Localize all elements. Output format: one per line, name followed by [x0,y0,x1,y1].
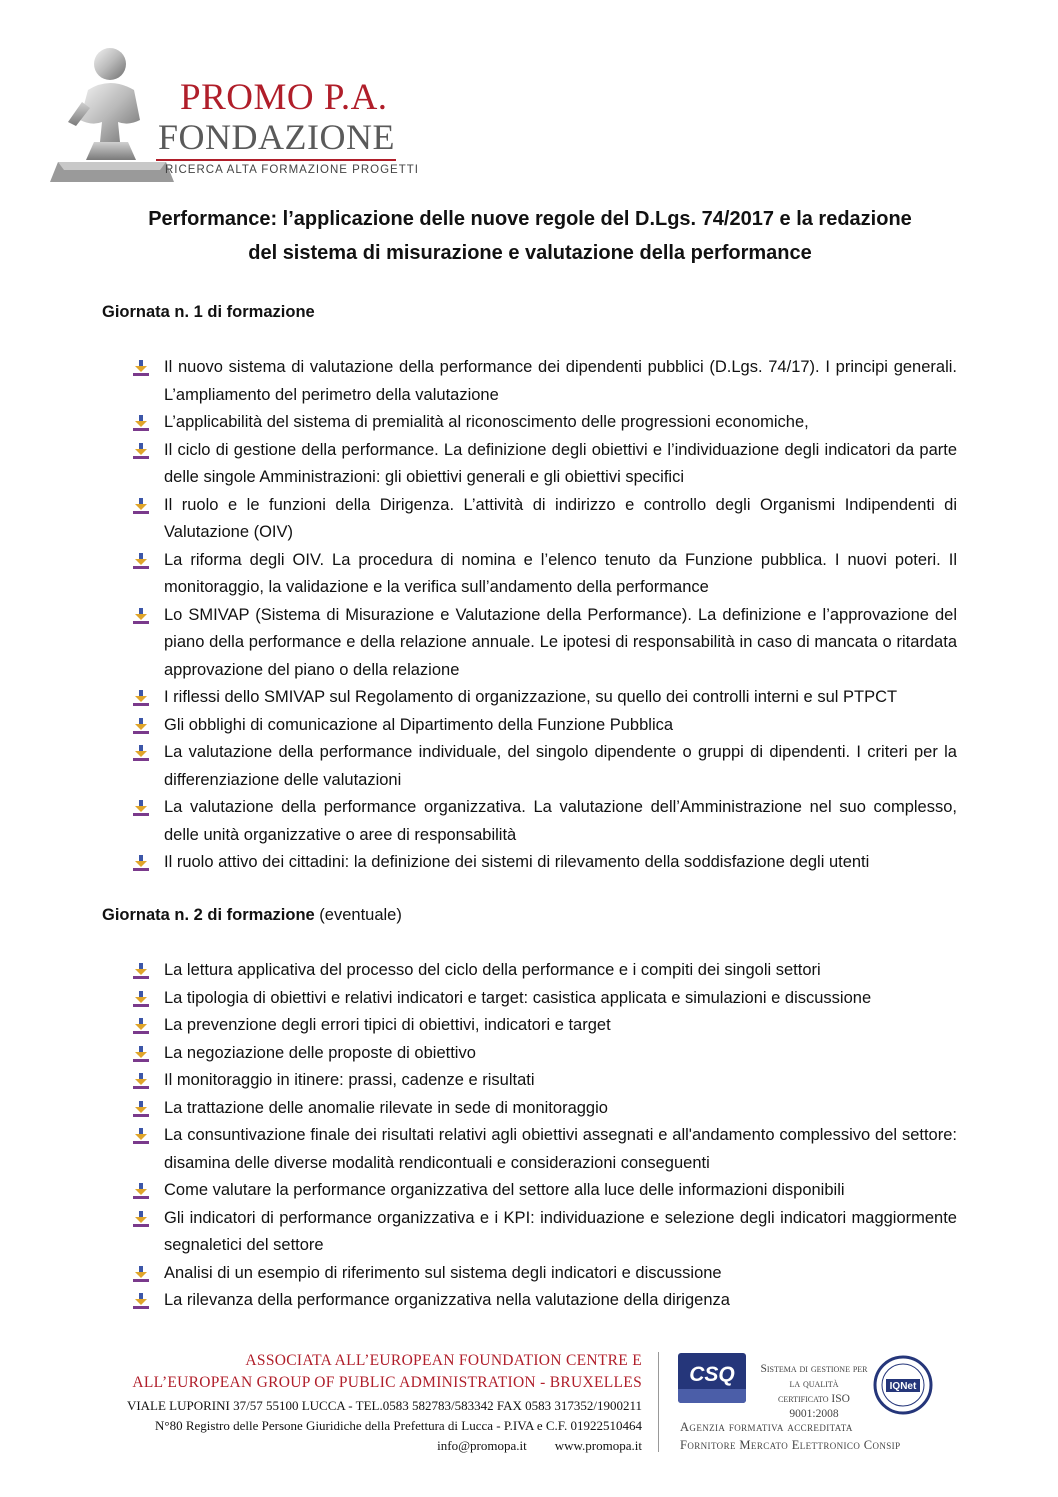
arrow-bullet-icon [133,415,149,431]
day2-heading [102,903,402,927]
arrow-bullet-icon [133,1293,149,1309]
day2-topic-list [133,957,957,1315]
topic-item [133,794,957,849]
topic-item [133,1095,957,1123]
topic-item [133,1260,957,1288]
arrow-bullet-icon [133,443,149,459]
topic-item-text: Il nuovo sistema di valutazione della performance dei dipendenti pubblici (D.Lgs. 74/17). I principi generali. L’ampliamento del perimetro della valutazione [164,358,957,404]
iqnet-label: IQNet [889,1381,917,1392]
topic-item-text: Il monitoraggio in itinere: prassi, cadenze e risultati [164,1071,535,1089]
footer-assoc-line1: ASSOCIATA ALL’EUROPEAN FOUNDATION CENTRE E [245,1352,642,1369]
topic-item-text: Il ruolo attivo dei cittadini: la definizione dei sistemi di rilevamento della soddisfazione degli utenti [164,853,870,871]
topic-item-text: La valutazione della performance individuale, del singolo dipendente o gruppi di dipendenti. I criteri per la differenziazione delle valutazioni [164,743,957,789]
topic-item-text: I riflessi dello SMIVAP sul Regolamento di organizzazione, su quello dei controlli interni e sul PTPCT [164,688,898,706]
csq-logo-icon [678,1353,746,1403]
csq-label: CSQ [689,1363,735,1386]
arrow-bullet-icon [133,360,149,376]
cert-line2: la qualità [789,1378,839,1390]
promo-pa-logo [48,42,419,187]
arrow-bullet-icon [133,718,149,734]
day1-topic-list [133,354,957,877]
iqnet-seal-icon [873,1355,933,1415]
arrow-bullet-icon [133,800,149,816]
topic-item-text: Lo SMIVAP (Sistema di Misurazione e Valutazione della Performance). La definizione e l’approvazione del piano della performance e della relazione annuale. Le ipotesi di responsabilità in caso di mancata o ritardata approvazione del piano o della relazione [164,605,957,679]
topic-item-text: Analisi di un esempio di riferimento sul sistema degli indicatori e discussione [164,1263,722,1282]
day2-heading-note: (eventuale) [319,906,402,924]
arrow-bullet-icon [133,498,149,514]
topic-item [133,1012,957,1040]
agency-line2: Fornitore Mercato Elettronico Consip [680,1438,901,1452]
title-line1: Performance: l’applicazione delle nuove regole del D.Lgs. 74/2017 e la redazione [148,208,912,230]
topic-item-text: Gli indicatori di performance organizzativa e i KPI: individuazione e selezione degli indicatori maggiormente segnaletici del settore [164,1208,957,1254]
arrow-bullet-icon [133,745,149,761]
day1-heading [102,300,315,324]
logo-line2: FONDAZIONE [158,117,395,157]
agency-text [680,1418,940,1454]
logo-line1: PROMO P.A. [180,77,388,118]
footer-registry: N°80 Registro delle Persone Giuridiche della Prefettura di Lucca - P.IVA e C.F. 01922510464 [155,1418,642,1433]
arrow-bullet-icon [133,1183,149,1199]
logo-rule [156,159,396,161]
topic-item [133,1177,957,1205]
topic-item [133,354,957,409]
topic-item [133,437,957,492]
arrow-bullet-icon [133,690,149,706]
day2-heading-text: Giornata n. 2 di formazione [102,906,315,924]
footer-email-link[interactable]: info@promopa.it [437,1438,527,1453]
topic-item-text: La tipologia di obiettivi e relativi indicatori e target: casistica applicata e simulazioni e discussione [164,988,872,1007]
arrow-bullet-icon [133,991,149,1007]
arrow-bullet-icon [133,1073,149,1089]
footer-website-link[interactable]: www.promopa.it [554,1438,642,1453]
topic-item [133,957,957,985]
topic-item [133,1205,957,1260]
footer-assoc-line2: ALL’EUROPEAN GROUP OF PUBLIC ADMINISTRATION - BRUXELLES [132,1374,642,1391]
topic-item [133,1122,957,1177]
topic-item [133,985,957,1013]
topic-item [133,1040,957,1068]
topic-item [133,739,957,794]
topic-item-text: Come valutare la performance organizzativa del settore alla luce delle informazioni disponibili [164,1181,845,1199]
document-title [60,202,1000,270]
arrow-bullet-icon [133,1101,149,1117]
certification-text [759,1362,869,1422]
topic-item-text: La negoziazione delle proposte di obiettivo [164,1043,476,1062]
arrow-bullet-icon [133,1211,149,1227]
arrow-bullet-icon [133,1128,149,1144]
topic-item-text: La consuntivazione finale dei risultati relativi agli obiettivi assegnati e all'andamento complessivo del settore: disamina delle diverse modalità rendicontuali e considerazioni conseguenti [164,1126,957,1172]
arrow-bullet-icon [133,963,149,979]
topic-item [133,409,957,437]
topic-item-text: La valutazione della performance organizzativa. La valutazione dell’Amministrazione nel suo complesso, delle unità organizzative o aree di responsabilità [164,798,957,844]
topic-item-text: Il ciclo di gestione della performance. La definizione degli obiettivi e l’individuazione degli indicatori da parte delle singole Amministrazioni: gli obiettivi generali e gli obiettivi specifici [164,440,957,486]
csq-band [678,1389,746,1403]
topic-item [133,547,957,602]
cert-line3: certificato ISO 9001:2008 [778,1393,850,1420]
arrow-bullet-icon [133,1018,149,1034]
topic-item-text: La riforma degli OIV. La procedura di nomina e l’elenco tenuto da Funzione pubblica. I nuovi poteri. Il monitoraggio, la validazione e la verifica sull’andamento della performance [164,550,957,596]
arrow-bullet-icon [133,608,149,624]
logo-tagline: RICERCA ALTA FORMAZIONE PROGETTI [165,164,419,176]
topic-item [133,849,957,877]
arrow-bullet-icon [133,1046,149,1062]
arrow-bullet-icon [133,855,149,871]
footer-contacts [70,1436,642,1456]
topic-item [133,684,957,712]
topic-item-text: L’applicabilità del sistema di premialità al riconoscimento delle progressioni economiche, [164,413,809,431]
topic-item [133,602,957,685]
topic-item [133,712,957,740]
footer-address: VIALE LUPORINI 37/57 55100 LUCCA - TEL.0583 582783/583342 FAX 0583 317352/1900211 [126,1398,642,1413]
topic-item [133,1067,957,1095]
topic-item [133,492,957,547]
statue-logo-icon [48,42,178,187]
topic-item-text: La prevenzione degli errori tipici di obiettivi, indicatori e target [164,1016,611,1034]
arrow-bullet-icon [133,1266,149,1282]
cert-line1: Sistema di gestione per [760,1363,868,1375]
topic-item-text: La rilevanza della performance organizzativa nella valutazione della dirigenza [164,1291,730,1309]
footer-info [70,1350,642,1456]
title-line2: del sistema di misurazione e valutazione della performance [248,242,812,264]
day1-heading-text: Giornata n. 1 di formazione [102,303,315,321]
topic-item-text: La lettura applicativa del processo del ciclo della performance e i compiti dei singoli settori [164,961,821,979]
topic-item-text: Il ruolo e le funzioni della Dirigenza. L’attività di indirizzo e controllo degli Organismi Indipendenti di Valutazione (OIV) [164,495,957,541]
agency-line1: Agenzia formativa accreditata [680,1420,853,1434]
arrow-bullet-icon [133,553,149,569]
topic-item [133,1287,957,1315]
topic-item-text: La trattazione delle anomalie rilevate in sede di monitoraggio [164,1098,608,1117]
topic-item-text: Gli obblighi di comunicazione al Dipartimento della Funzione Pubblica [164,715,674,734]
footer-divider [658,1352,659,1452]
